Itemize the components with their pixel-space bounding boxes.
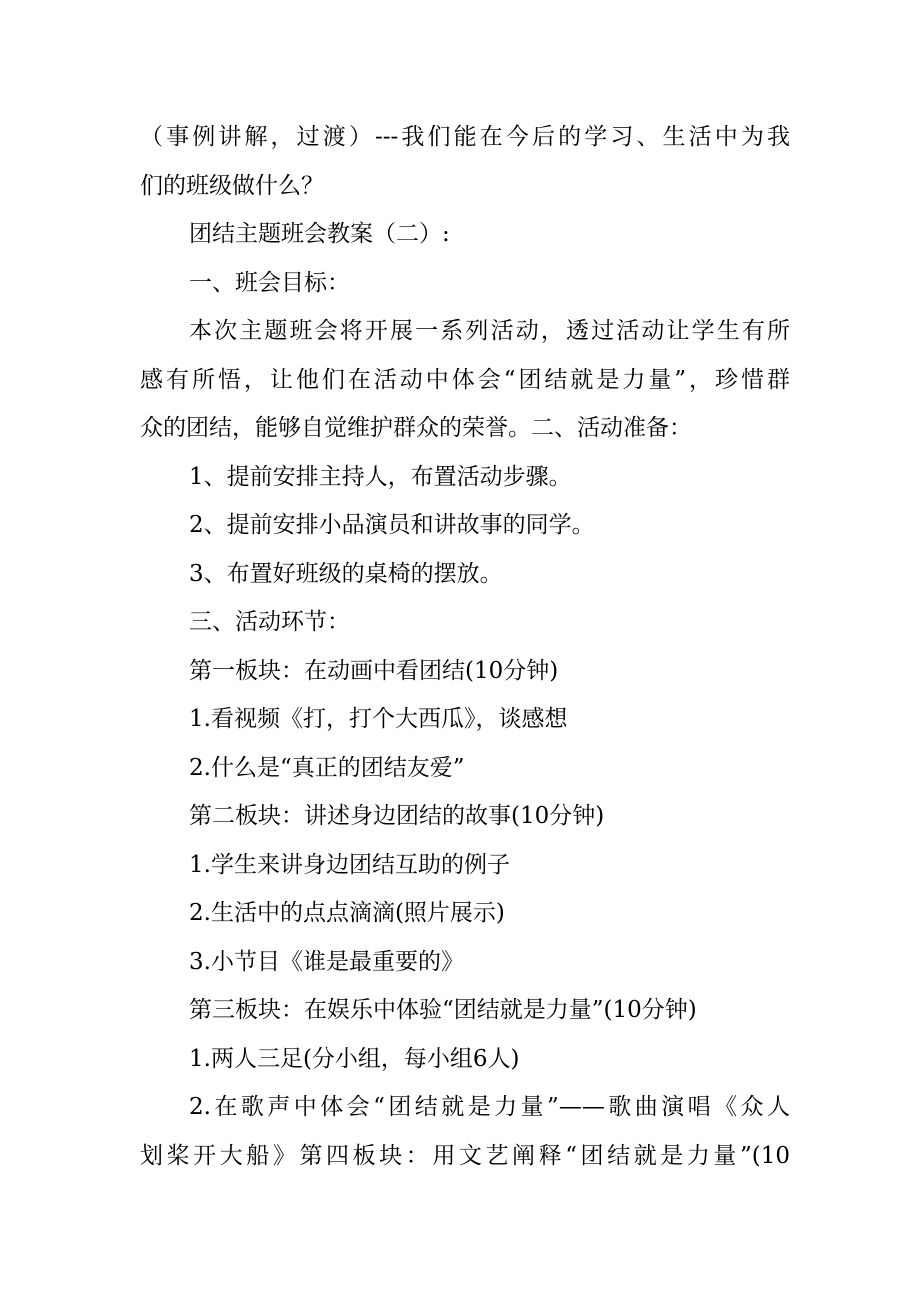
list-item: 2.什么是“真正的团结友爱”: [189, 754, 465, 781]
list-item: 1.学生来讲身边团结互助的例子: [189, 851, 510, 878]
list-item: 1、提前安排主持人，布置活动步骤。: [189, 463, 572, 490]
text-line: 众的团结，能够自觉维护群众的荣誉。二、活动准备：: [140, 415, 692, 441]
list-item: 1.看视频《打，打个大西瓜》，谈感想: [189, 706, 568, 732]
text-line: 本次主题班会将开展一系列活动，透过活动让学生有所: [189, 318, 790, 344]
list-item: 3.小节目《谁是最重要的》: [189, 948, 464, 975]
block-heading: 第一板块：在动画中看团结(10分钟): [189, 657, 559, 684]
list-item: 3、布置好班级的桌椅的摆放。: [189, 560, 503, 587]
document-page: [140, 113, 790, 1180]
text-line: 划桨开大船》第四板块：用文艺阐释“团结就是力量”(10: [140, 1142, 790, 1169]
text-line: 们的班级做什么？: [140, 172, 324, 199]
section-heading: 三、活动环节：: [189, 609, 350, 635]
text-line: 感有所悟，让他们在活动中体会“团结就是力量”，珍惜群: [140, 366, 790, 393]
list-item: 2.在歌声中体会“团结就是力量”——歌曲演唱《众人: [189, 1094, 790, 1120]
section-heading: 一、班会目标：: [189, 269, 350, 296]
list-item: 2.生活中的点点滴滴(照片展示): [189, 900, 505, 926]
section-heading: 团结主题班会教案（二）:: [189, 221, 450, 247]
block-heading: 第二板块：讲述身边团结的故事(10分钟): [189, 803, 605, 829]
block-heading: 第三板块：在娱乐中体验“团结就是力量”(10分钟): [189, 997, 697, 1023]
text-line: （事例讲解，过渡）---我们能在今后的学习、生活中为我: [140, 124, 790, 150]
list-item: 2、提前安排小品演员和讲故事的同学。: [189, 512, 595, 538]
list-item: 1.两人三足(分小组，每小组6人): [189, 1045, 520, 1072]
